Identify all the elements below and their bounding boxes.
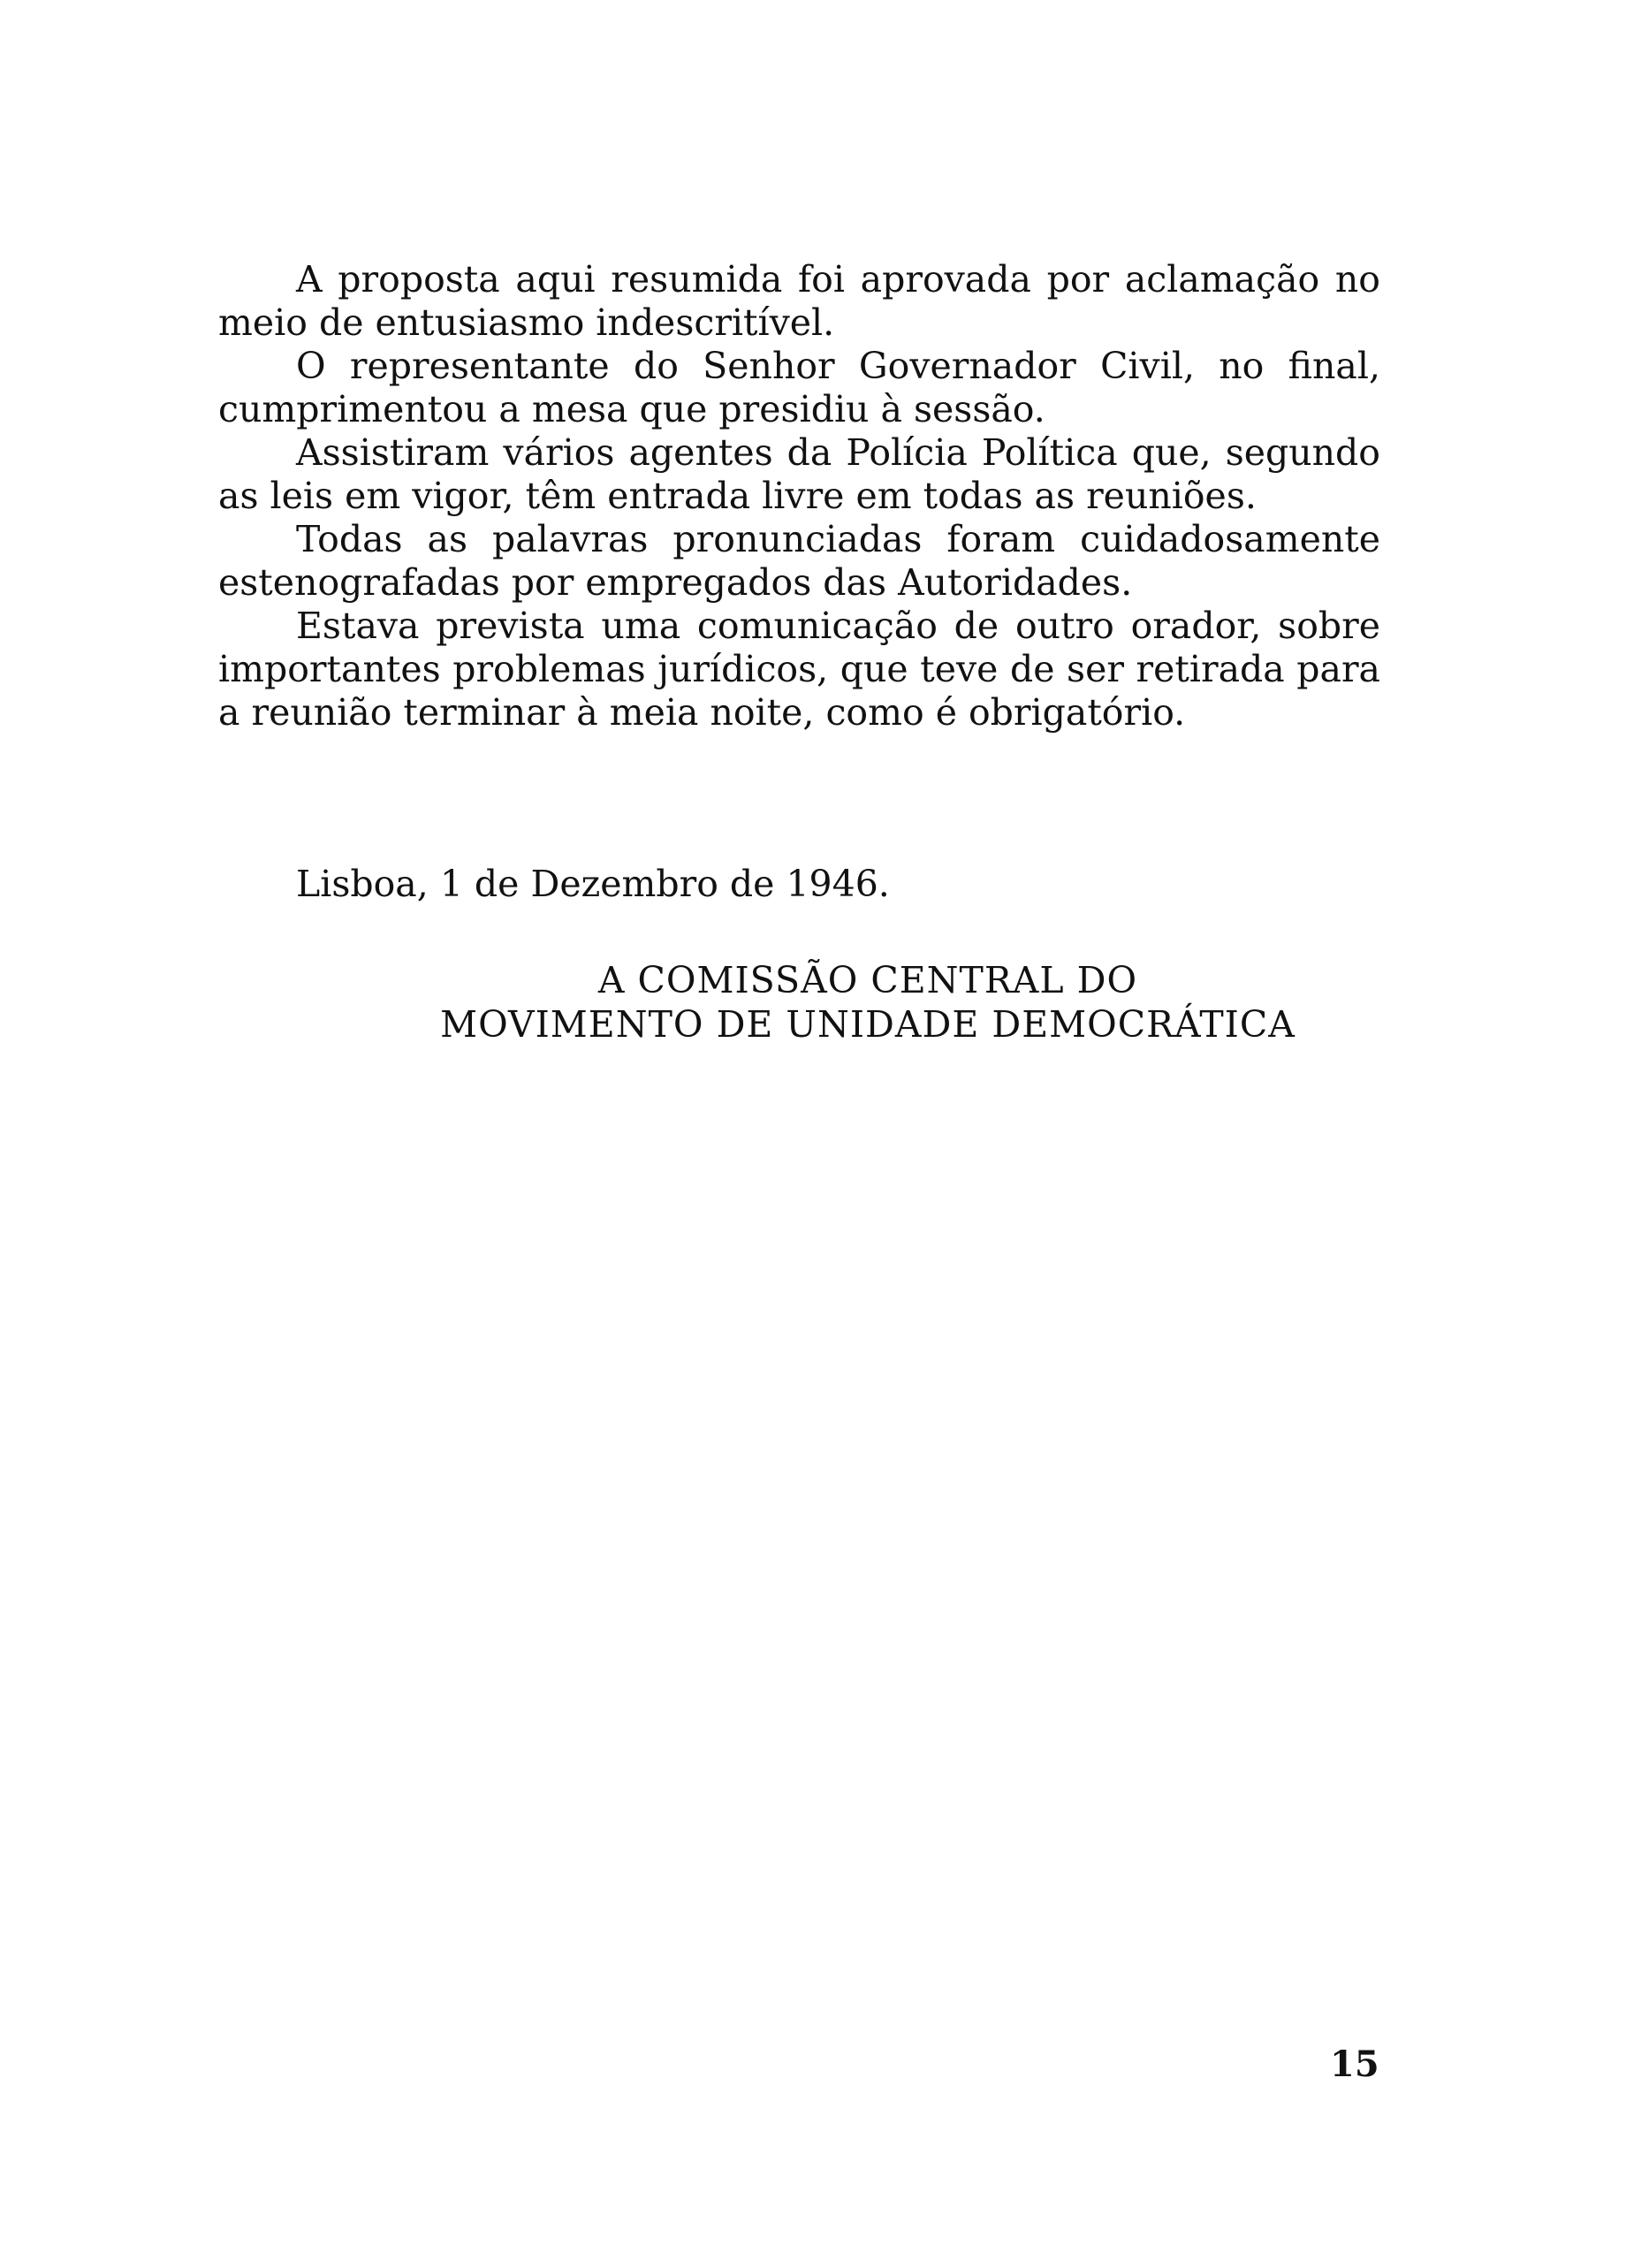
- body-text: [218, 258, 1380, 734]
- paragraph-proposal: A proposta aqui resumida foi aprovada por aclamação no meio de entusiasmo indescritível.: [218, 258, 1380, 344]
- paragraph-withdrawn-communication: Estava prevista uma comunicação de outro orador, sobre importantes problemas jurídicos, que teve de ser retirada para a reunião terminar à meia noite, como é obrigatório.: [218, 605, 1380, 734]
- page-number: 15: [1330, 2043, 1379, 2085]
- paragraph-governor-representative: O representante do Senhor Governador Civil, no final, cumprimentou a mesa que presidiu à sessão.: [218, 345, 1380, 430]
- paragraph-stenography: Todas as palavras pronunciadas foram cuidadosamente estenografadas por empregados das Autoridades.: [218, 518, 1380, 604]
- dateline: Lisboa, 1 de Dezembro de 1946.: [296, 863, 890, 905]
- signature-block: [218, 958, 1517, 1046]
- signature-line-1: A COMISSÃO CENTRAL DO: [597, 959, 1138, 1001]
- signature-line-2: MOVIMENTO DE UNIDADE DEMOCRÁTICA: [440, 1003, 1295, 1046]
- paragraph-political-police: Assistiram vários agentes da Polícia Política que, segundo as leis em vigor, têm entrada livre em todas as reuniões.: [218, 431, 1380, 517]
